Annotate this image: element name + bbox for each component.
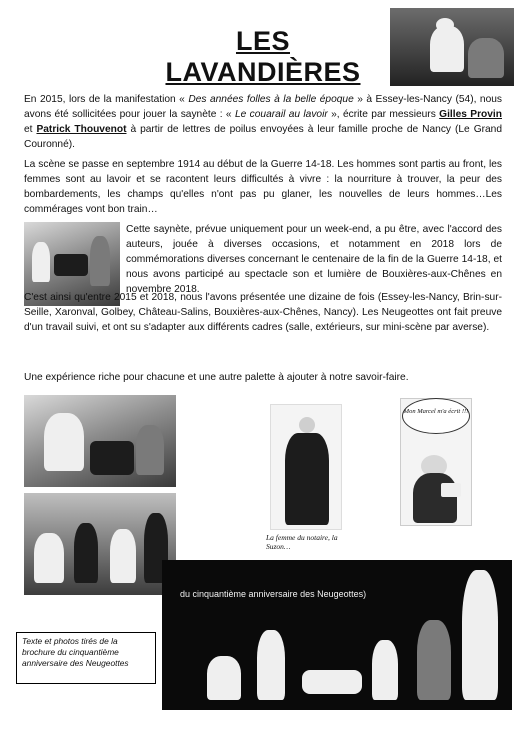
photo-washerwoman-basket <box>390 8 514 86</box>
closing-paragraph: Une expérience riche pour chacune et une autre palette à ajouter à notre savoir-faire. <box>24 372 409 383</box>
photo-notary-wife <box>270 404 342 530</box>
source-note: Texte et photos tirés de la brochure du cinquantième anniversaire des Neugeottes <box>16 632 156 684</box>
photo-stage-performance <box>162 560 512 710</box>
photo-laundry-group <box>24 493 176 595</box>
event-name: Des années folles à la belle époque <box>188 94 354 105</box>
scene-paragraph: La scène se passe en septembre 1914 au début de la Guerre 14-18. Les hommes sont partis au front, les femmes sont au lavoir et se racontent leurs difficultés à vivre : la nourriture à trouver, la peur des bombardements, les champs qu'elles n'ont pas pu glaner, les nouvelles de leurs hommes…Les commérages vont bon train… <box>24 159 502 215</box>
photo-laundry-outdoor <box>24 395 176 487</box>
stage-caption: du cinquantième anniversaire des Neugeottes) <box>180 589 367 599</box>
locations-paragraph: C'est ainsi qu'entre 2015 et 2018, nous l'avons présentée une dizaine de fois (Essey-les-Nancy, Brin-sur-Seille, Xaronval, Golbey, Château-Salins, Bouxières-aux-Chênes, Nancy). Les Neugeottes ont fait preuve d'un travail suivi, et ont su s'adapter aux différents cadres (salle, extérieurs, sur mini-scène par averse). <box>24 292 502 333</box>
play-title: Le couarail au lavoir <box>234 109 328 120</box>
author-1: Gilles Provin <box>439 109 502 120</box>
notary-caption: La femme du notaire, la Suzon… <box>266 533 338 551</box>
intro-paragraph: En 2015, lors de la manifestation « Des années folles à la belle époque » à Essey-les-Nancy (54), nous avons été sollicitées pour jouer la saynète : « Le couarail au lavoir », écrite par messieurs Gilles Provin et Patrick Thouvenot à partir de lettres de poilus envoyées à leur famille proche de Nancy (Le Grand Couronné). <box>24 94 503 150</box>
page-title: LES LAVANDIÈRES <box>165 26 361 87</box>
author-2: Patrick Thouvenot <box>36 124 127 135</box>
performances-paragraph: Cette saynète, prévue uniquement pour un week-end, a pu être, avec l'accord des auteurs, jouée à diverses occasions, et notamment en 2018 lors de commémorations diverses concernant le centenaire de la fin de la Guerre 14-18, et nous avons participé au spectacle son et lumière de Bouxières-aux-Chênes en novembre 2018. <box>126 224 502 295</box>
speech-bubble: Mon Marcel m'a écrit !!! <box>402 398 470 434</box>
